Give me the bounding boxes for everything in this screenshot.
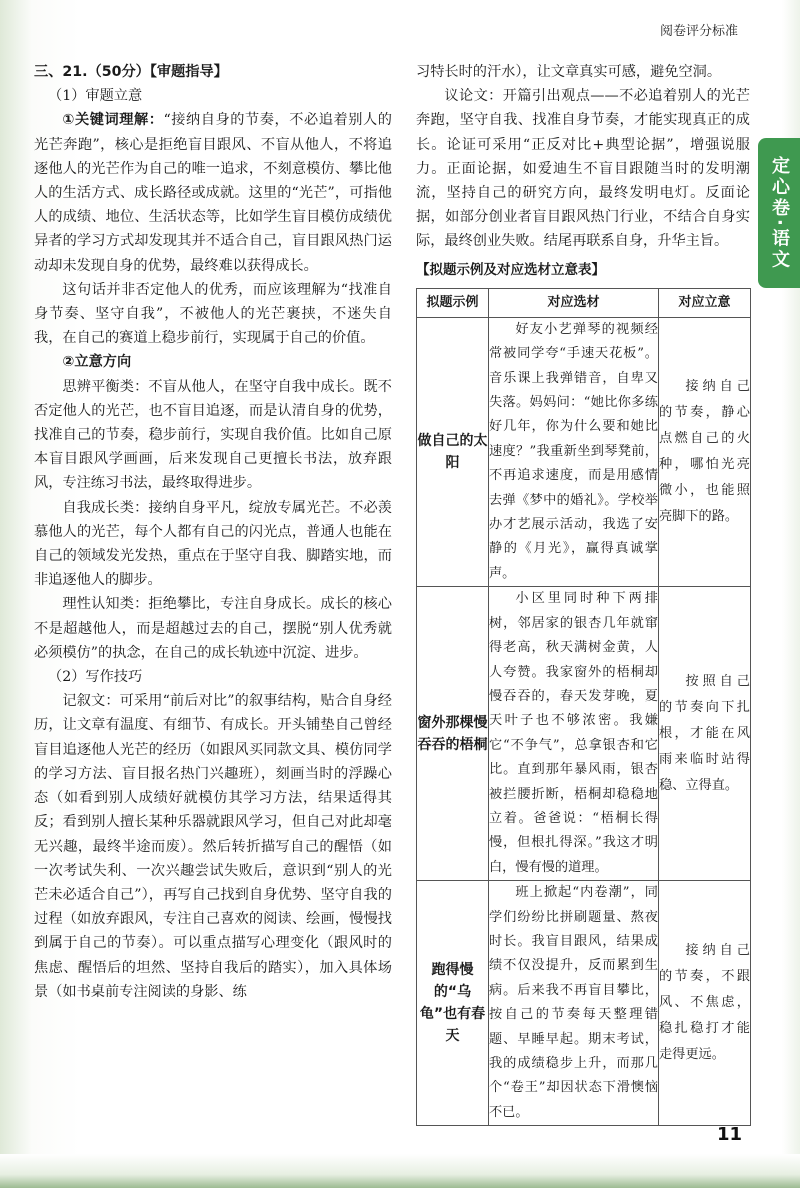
intent-rational: 理性认知类：拒绝攀比，专注自身成长。成长的核心不是超越他人，而是超越过去的自己，摆脱“别人优秀就必须模仿”的执念，在自己的成长轨迹中沉淀、进步。 [34,596,392,661]
section-2-title: （2）写作技巧 [48,669,143,686]
keyword-lead: ①关键词理解： [62,112,164,129]
bottom-decoration-strip [0,1154,800,1188]
page-number: 11 [716,1124,742,1145]
table-row [417,317,751,586]
left-column [34,60,392,1004]
row-title: 窗外那棵慢吞吞的梧桐 [417,587,489,881]
side-tab [758,138,800,288]
keyword-text: “接纳自身的节奏，不必追着别人的光芒奔跑”，核心是拒绝盲目跟风、不盲从他人，不将追逐他人的光芒作为自己的唯一追求，不刻意模仿、攀比他人的生活方式、成长路径或成就。这里的“光芒”，可指他人的成绩、地位、生活状态等，比如学生盲目模仿成绩优异者的学习方式却发现其并不适合自己，盲目跟风热门运动却未发现自身的优势，最终难以获得成长。 [34,112,392,274]
table-header-intent: 对应立意 [659,288,751,317]
interpretation-paragraph: 这句话并非否定他人的优秀，而应该理解为“找准自身节奏、坚守自我”，不被他人的光芒裹挟，不迷失自我，在自己的赛道上稳步前行，实现属于自己的价值。 [34,281,392,347]
narrative-technique: 记叙文：可采用“前后对比”的叙事结构，贴合自身经历，让文章有温度、有细节、有成长。开头铺垫自己曾经盲目追逐他人光芒的经历（如跟风买同款文具、模仿同学的学习方法、盲目报名热门兴趣班），刻画当时的浮躁心态（如看到别人成绩好就模仿其学习方法，结果适得其反；看到别人擅长某种乐器就跟风学习，但自己对此却毫无兴趣，最终半途而废）。然后转折描写自己的醒悟（如一次考试失利、一次兴趣尝试失败后，意识到“别人的光芒未必适合自己”），再写自己找到自身优势、坚守自我的过程（如放弃跟风，专注自己喜欢的阅读、绘画，慢慢找到属于自己的节奏）。可以重点描写心理变化（跟风时的焦虑、醒悟后的坦然、坚持自我后的踏实），加入具体场景（如书桌前专注阅读的身影、练 [34,693,392,1000]
intent-direction-title: ②立意方向 [62,354,132,371]
table-header-row [417,288,751,317]
right-column [416,60,750,1126]
header-label: 阅卷评分标准 [659,24,738,39]
table-title: 【拟题示例及对应选材立意表】 [416,261,605,278]
row-material: 好友小艺弹琴的视频经常被同学夸“手速天花板”。音乐课上我弹错音，自卑又失落。妈妈问：“她比你多练好几年，你为什么要和她比速度？”我重新坐到琴凳前，不再追求速度，而是用感情去弹《梦中的婚礼》。学校举办才艺展示活动，我选了安静的《月光》，赢得真诚掌声。 [489,317,659,586]
row-intent: 接纳自己的节奏，静心点燃自己的火种，哪怕光亮微小，也能照亮脚下的路。 [659,317,751,586]
row-intent: 按照自己的节奏向下扎根，才能在风雨来临时站得稳、立得直。 [659,587,751,881]
table-row [417,587,751,881]
topic-table [416,288,751,1126]
side-tab-label: 定心卷·语文 [769,155,790,271]
row-material: 班上掀起“内卷潮”，同学们纷纷比拼刷题量、熬夜时长。我盲目跟风，结果成绩不仅没提升，反而累到生病。后来我不再盲目攀比，按自己的节奏每天整理错题、早睡早起。期末考试，我的成绩稳步上升，而那几个“卷王”却因状态下滑懊恼不已。 [489,881,659,1126]
section-1-title: （1）审题立意 [48,88,143,105]
row-intent: 接纳自己的节奏，不跟风、不焦虑，稳扎稳打才能走得更远。 [659,881,751,1126]
row-title: 做自己的太阳 [417,317,489,586]
narrative-continuation: 习特长时的汗水），让文章真实可感，避免空洞。 [416,64,722,80]
argumentative-technique: 议论文：开篇引出观点——不必追着别人的光芒奔跑，坚守自我、找准自身节奏，才能实现真正的成长。论证可采用“正反对比+典型论据”，增强说服力。正面论据，如爱迪生不盲目跟随当时的发明潮流，坚持自己的研究方向，最终发明电灯。反面论据，如部分创业者盲目跟风热门行业，不结合自身实际，最终创业失败。结尾再联系自身，升华主旨。 [416,88,750,250]
table-row [417,881,751,1126]
question-heading: 三、21.（50分）【审题指导】 [34,64,228,80]
keyword-paragraph [34,108,392,277]
table-header-material: 对应选材 [489,288,659,317]
intent-dialectic: 思辨平衡类：不盲从他人，在坚守自我中成长。既不否定他人的光芒，也不盲目追逐，而是认清自身的优势，找准自己的节奏，稳步前行，实现自我价值。比如自己原本盲目跟风学画画，后来发现自己更擅长书法，放弃跟风，专注练习书法，最终取得进步。 [34,378,392,492]
table-header-title: 拟题示例 [417,288,489,317]
row-material: 小区里同时种下两排树，邻居家的银杏几年就窜得老高，秋天满树金黄，人人夸赞。我家窗外的梧桐却慢吞吞的，春天发芽晚，夏天叶子也不够浓密。我嫌它“不争气”，总拿银杏和它比。直到那年暴风雨，银杏被拦腰折断，梧桐却稳稳地立着。爸爸说：“梧桐长得慢，但根扎得深。”我这才明白，慢有慢的道理。 [489,587,659,881]
intent-self-growth: 自我成长类：接纳自身平凡，绽放专属光芒。不必羡慕他人的光芒，每个人都有自己的闪光点，普通人也能在自己的领域发光发热，重点在于坚守自我、脚踏实地，而非追逐他人的脚步。 [34,499,392,589]
row-title: 跑得慢的“乌龟”也有春天 [417,881,489,1126]
